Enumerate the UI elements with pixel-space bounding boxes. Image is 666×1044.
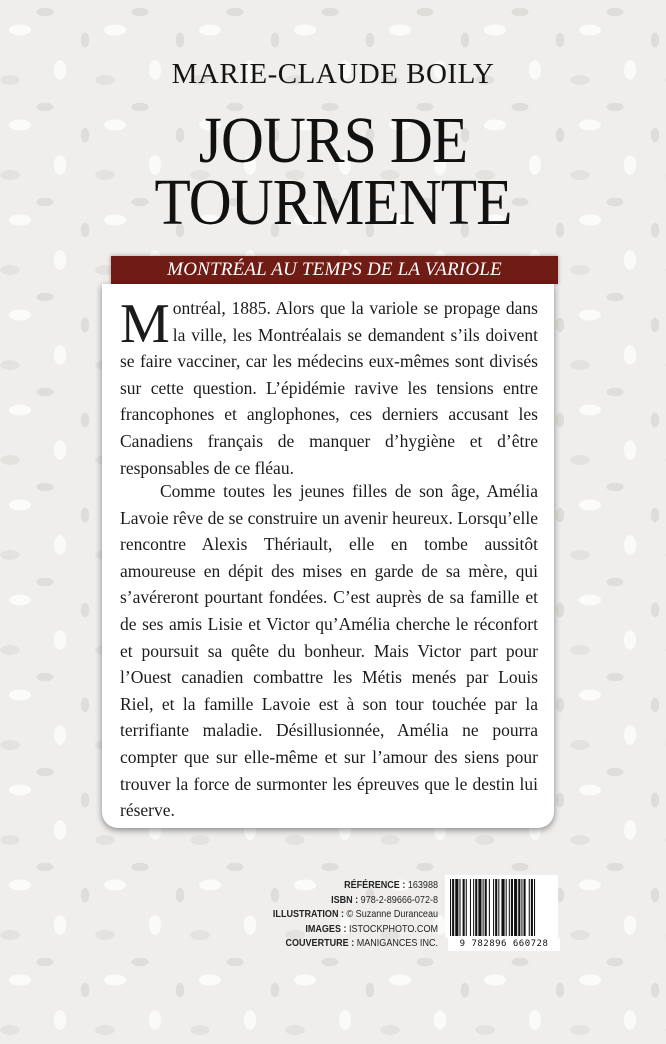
barcode-bar — [493, 879, 494, 936]
barcode-bar — [521, 879, 522, 936]
credit-images: IMAGES : ISTOCKPHOTO.COM — [305, 922, 438, 935]
blurb-paragraph-1-text: ontréal, 1885. Alors que la variole se propage dans la ville, les Montréalais se demandent s’ils doivent se faire vacciner, car les médecins eux-mêmes sont divisés sur cette question. L’épidémie ravive les tensions entre francophones et anglophones, ces derniers accusant les Canadiens français de manquer d’hygiène et d’être responsables de ce fléau. — [120, 298, 538, 478]
subtitle-band: MONTRÉAL AU TEMPS DE LA VARIOLE — [111, 256, 558, 284]
barcode-bar — [455, 879, 458, 936]
barcode-bar — [511, 879, 513, 936]
barcode-bar — [459, 879, 460, 936]
barcode-bar — [450, 879, 451, 936]
barcode-bar — [473, 879, 474, 936]
credit-isbn: ISBN : 978-2-89666-072-8 — [331, 893, 438, 906]
barcode-bar — [495, 879, 497, 936]
credit-illustration: ILLUSTRATION : © Suzanne Duranceau — [272, 908, 438, 921]
barcode-bar — [498, 879, 499, 936]
barcode-bar — [489, 879, 490, 936]
blurb-paragraph-1 — [120, 295, 538, 481]
book-title-line-1: JOURS DE — [198, 104, 468, 177]
barcode — [445, 875, 558, 938]
barcode-bar — [514, 879, 517, 936]
barcode-bar — [501, 879, 504, 936]
barcode-bar — [463, 879, 465, 936]
barcode-bar — [518, 879, 520, 936]
barcode-icon — [448, 879, 555, 936]
author-name: MARIE-CLAUDE BOILY — [171, 58, 495, 90]
barcode-bar — [531, 879, 533, 936]
credit-couverture: COUVERTURE : MANIGANCES INC. — [285, 937, 438, 950]
barcode-bar — [485, 879, 487, 936]
barcode-bar — [452, 879, 454, 936]
book-title-line-2: TOURMENTE — [154, 166, 512, 239]
barcode-bar — [509, 879, 510, 936]
barcode-bar — [524, 879, 526, 936]
blurb-panel — [102, 284, 554, 828]
barcode-bar — [470, 879, 471, 936]
credit-reference: RÉFÉRENCE : 163988 — [344, 879, 438, 891]
credits-block — [251, 878, 438, 951]
barcode-bar — [475, 879, 477, 936]
barcode-bar — [529, 879, 530, 936]
drop-cap: M — [120, 293, 170, 355]
barcode-bar — [466, 879, 467, 936]
barcode-bar — [534, 879, 535, 936]
barcode-digits: 9 782896 660728 — [448, 938, 560, 951]
barcode-bar — [483, 879, 484, 936]
blurb-paragraph-2: Comme toutes les jeunes filles de son âge, Amélia Lavoie rêve de se construire un avenir heureux. Lorsqu’elle rencontre Alexis Thériault, elle en tombe aussitôt amoureuse en dépit des mises en garde de sa mère, qui s’avéreront pourtant fondées. C’est auprès de sa famille et de ses amis Lisie et Victor qu’Amélia cherche le réconfort et poursuit sa quête du bonheur. Mais Victor part pour l’Ouest canadien combattre les Métis menés par Louis Riel, et la famille Lavoie est à son tour touchée par la terrifiante maladie. Désillusionnée, Amélia ne pourra compter que sur elle-même et sur l’amour des siens pour trouver la force de surmonter les épreuves que le destin lui réserve. — [120, 481, 538, 821]
barcode-bar — [506, 879, 507, 936]
barcode-bar — [478, 879, 481, 936]
